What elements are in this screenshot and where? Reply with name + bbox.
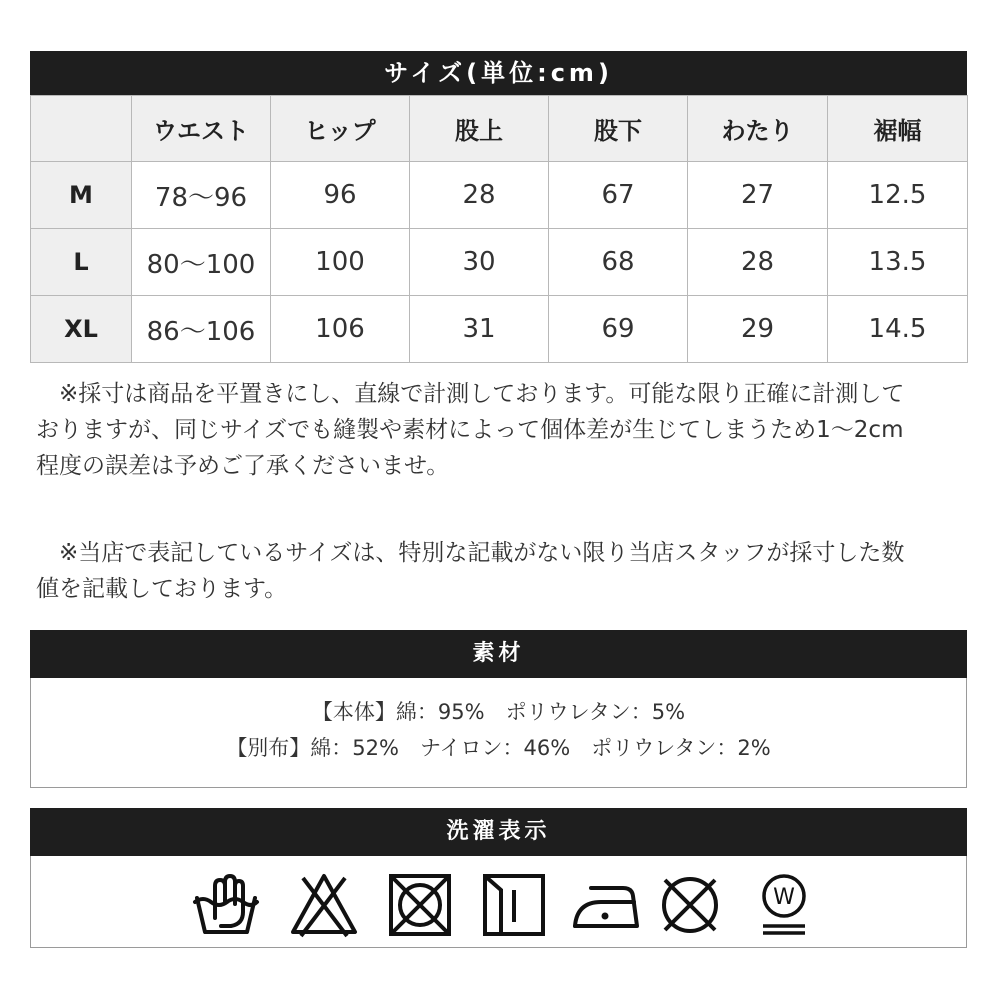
line-dry-shade-icon (479, 872, 549, 938)
table-cell: 30 (410, 229, 549, 296)
header-hem-width: 裾幅 (828, 96, 968, 162)
size-label: M (31, 162, 132, 229)
table-row (31, 162, 968, 229)
table-cell: 13.5 (828, 229, 968, 296)
table-cell: 29 (688, 296, 828, 363)
size-table (30, 95, 968, 363)
material-main-body: 【本体】綿：95% ポリウレタン：5% (311, 700, 686, 724)
table-cell: 67 (549, 162, 688, 229)
table-cell: 28 (688, 229, 828, 296)
table-cell: 14.5 (828, 296, 968, 363)
table-row (31, 229, 968, 296)
material-section-title: 素材 (472, 641, 525, 666)
table-cell: 86〜106 (132, 296, 271, 363)
no-bleach-icon (289, 872, 359, 938)
header-corner (31, 96, 132, 162)
material-box (30, 678, 967, 788)
care-section-title: 洗濯表示 (446, 819, 551, 844)
material-section-header (30, 630, 967, 678)
low-iron-icon (571, 872, 641, 938)
care-symbols-box (30, 856, 967, 948)
size-table-header-row (31, 96, 968, 162)
size-section-header (30, 51, 967, 95)
header-hip: ヒップ (271, 96, 410, 162)
material-sub-fabric: 【別布】綿：52% ナイロン：46% ポリウレタン：2% (226, 736, 771, 760)
table-cell: 28 (410, 162, 549, 229)
no-tumble-dry-icon (385, 872, 455, 938)
measurement-note: ※採寸は商品を平置きにし、直線で計測しております。可能な限り正確に計測して おりますが、同じサイズでも縫製や素材によって個体差が生じてしまうため1〜2cm 程度の誤差は予めご了承くださいませ。 (36, 381, 905, 479)
wet-clean-gentle-icon (749, 872, 819, 938)
header-rise: 股上 (410, 96, 549, 162)
header-inseam: 股下 (549, 96, 688, 162)
table-cell: 27 (688, 162, 828, 229)
size-section-title: サイズ(単位:cm) (384, 59, 613, 87)
header-thigh: わたり (688, 96, 828, 162)
care-section-header (30, 808, 967, 856)
table-cell: 80〜100 (132, 229, 271, 296)
table-cell: 96 (271, 162, 410, 229)
no-dry-clean-icon (655, 872, 725, 938)
table-cell: 12.5 (828, 162, 968, 229)
table-cell: 78〜96 (132, 162, 271, 229)
table-row (31, 296, 968, 363)
table-cell: 100 (271, 229, 410, 296)
header-waist: ウエスト (132, 96, 271, 162)
table-cell: 106 (271, 296, 410, 363)
wet-clean-letter: W (773, 885, 795, 910)
table-cell: 69 (549, 296, 688, 363)
hand-wash-icon (191, 872, 261, 938)
table-cell: 31 (410, 296, 549, 363)
size-label: L (31, 229, 132, 296)
staff-measurement-note: ※当店で表記しているサイズは、特別な記載がない限り当店スタッフが採寸した数 値を記載しております。 (36, 540, 905, 602)
size-label: XL (31, 296, 132, 363)
table-cell: 68 (549, 229, 688, 296)
